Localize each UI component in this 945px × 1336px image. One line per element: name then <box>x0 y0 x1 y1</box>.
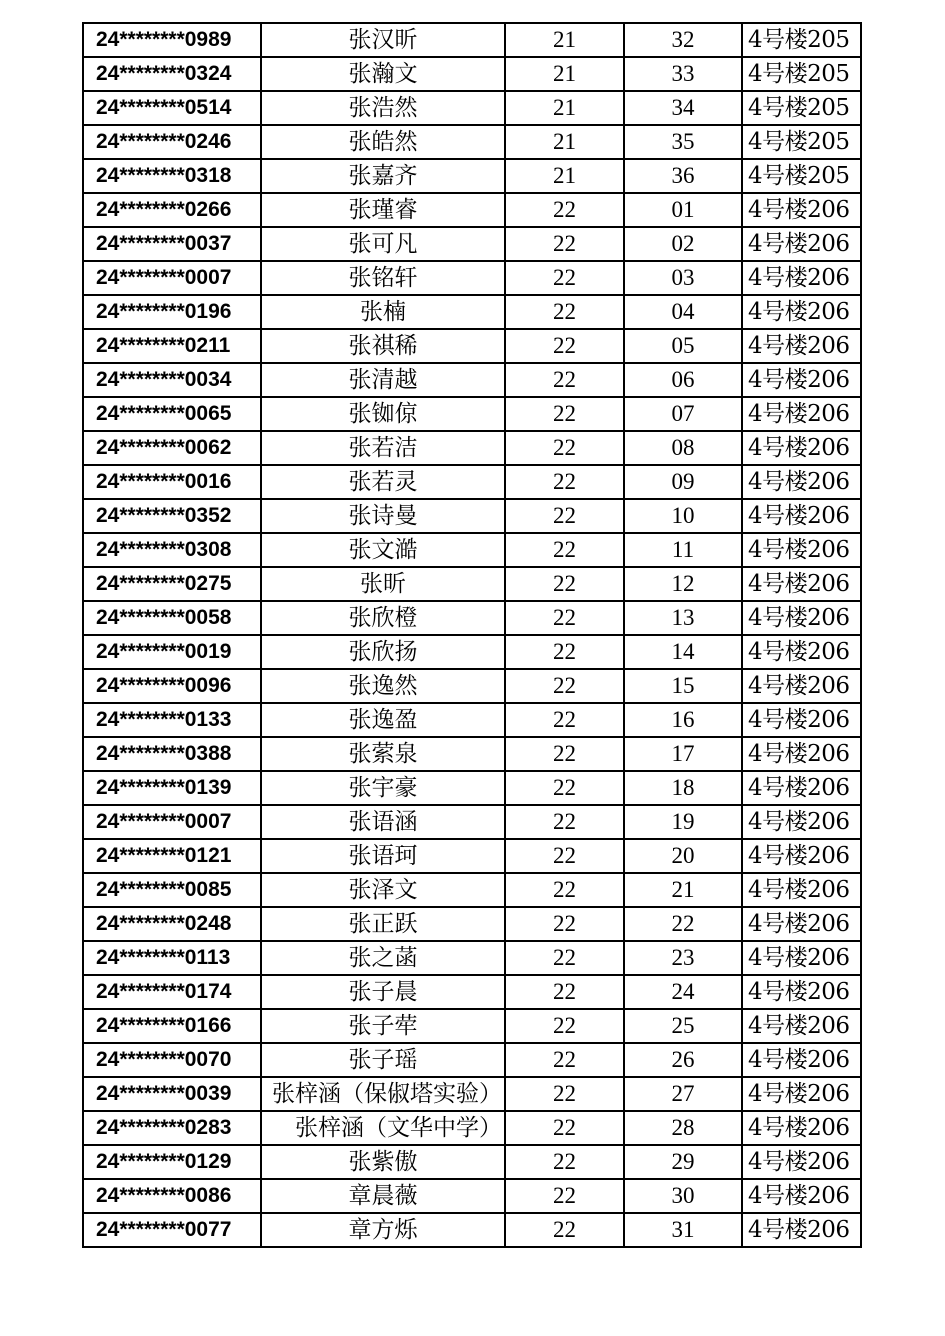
table-row <box>83 363 861 397</box>
table-row <box>83 635 861 669</box>
table-row <box>83 499 861 533</box>
table-row <box>83 975 861 1009</box>
seat-number-cell: 16 <box>624 703 742 737</box>
seat-number-cell: 15 <box>624 669 742 703</box>
seat-number-cell: 22 <box>624 907 742 941</box>
table-row <box>83 771 861 805</box>
location-cell: 4号楼206 <box>742 873 861 907</box>
exam-room-number-cell: 22 <box>505 873 624 907</box>
table-row <box>83 805 861 839</box>
student-name-cell: 张可凡 <box>261 227 505 261</box>
location-cell: 4号楼206 <box>742 1077 861 1111</box>
student-id-cell: 24********0248 <box>83 907 261 941</box>
table-row <box>83 1213 861 1247</box>
table-row <box>83 1145 861 1179</box>
student-name-cell: 张子瑶 <box>261 1043 505 1077</box>
table-row <box>83 1077 861 1111</box>
student-name-cell: 张逸盈 <box>261 703 505 737</box>
table-row <box>83 1111 861 1145</box>
location-cell: 4号楼206 <box>742 1145 861 1179</box>
student-name-cell: 张泽文 <box>261 873 505 907</box>
student-name-cell: 张瀚文 <box>261 57 505 91</box>
seat-number-cell: 34 <box>624 91 742 125</box>
student-name-cell: 张子晨 <box>261 975 505 1009</box>
student-id-cell: 24********0077 <box>83 1213 261 1247</box>
table-row <box>83 23 861 57</box>
student-id-cell: 24********0352 <box>83 499 261 533</box>
student-name-cell: 张铷倞 <box>261 397 505 431</box>
student-name-cell: 张嘉齐 <box>261 159 505 193</box>
student-id-cell: 24********0058 <box>83 601 261 635</box>
seat-number-cell: 19 <box>624 805 742 839</box>
exam-room-number-cell: 22 <box>505 1179 624 1213</box>
seat-number-cell: 08 <box>624 431 742 465</box>
roster-sheet <box>82 22 860 1248</box>
location-cell: 4号楼206 <box>742 295 861 329</box>
table-row <box>83 1179 861 1213</box>
student-name-cell: 张紫傲 <box>261 1145 505 1179</box>
student-id-cell: 24********0019 <box>83 635 261 669</box>
table-row <box>83 159 861 193</box>
location-cell: 4号楼206 <box>742 465 861 499</box>
seat-number-cell: 25 <box>624 1009 742 1043</box>
location-cell: 4号楼206 <box>742 1009 861 1043</box>
location-cell: 4号楼205 <box>742 159 861 193</box>
table-row <box>83 533 861 567</box>
location-cell: 4号楼205 <box>742 91 861 125</box>
student-id-cell: 24********0062 <box>83 431 261 465</box>
seat-number-cell: 24 <box>624 975 742 1009</box>
location-cell: 4号楼206 <box>742 499 861 533</box>
student-id-cell: 24********0086 <box>83 1179 261 1213</box>
student-name-cell: 张欣橙 <box>261 601 505 635</box>
table-body <box>83 23 861 1247</box>
student-id-cell: 24********0070 <box>83 1043 261 1077</box>
table-row <box>83 907 861 941</box>
exam-room-number-cell: 22 <box>505 533 624 567</box>
table-row <box>83 873 861 907</box>
student-id-cell: 24********0211 <box>83 329 261 363</box>
location-cell: 4号楼206 <box>742 227 861 261</box>
seat-number-cell: 31 <box>624 1213 742 1247</box>
seat-number-cell: 10 <box>624 499 742 533</box>
table-row <box>83 737 861 771</box>
student-id-cell: 24********0133 <box>83 703 261 737</box>
seat-number-cell: 21 <box>624 873 742 907</box>
location-cell: 4号楼206 <box>742 397 861 431</box>
table-row <box>83 703 861 737</box>
location-cell: 4号楼206 <box>742 533 861 567</box>
seat-number-cell: 26 <box>624 1043 742 1077</box>
exam-room-number-cell: 21 <box>505 57 624 91</box>
location-cell: 4号楼206 <box>742 329 861 363</box>
student-name-cell: 章方烁 <box>261 1213 505 1247</box>
student-name-cell: 张逸然 <box>261 669 505 703</box>
student-id-cell: 24********0246 <box>83 125 261 159</box>
student-id-cell: 24********0514 <box>83 91 261 125</box>
table-row <box>83 397 861 431</box>
student-name-cell: 张文澔 <box>261 533 505 567</box>
student-id-cell: 24********0324 <box>83 57 261 91</box>
student-name-cell: 张诗曼 <box>261 499 505 533</box>
student-id-cell: 24********0016 <box>83 465 261 499</box>
exam-room-number-cell: 22 <box>505 635 624 669</box>
table-row <box>83 601 861 635</box>
exam-room-number-cell: 22 <box>505 431 624 465</box>
table-row <box>83 329 861 363</box>
seat-number-cell: 28 <box>624 1111 742 1145</box>
exam-room-number-cell: 22 <box>505 1111 624 1145</box>
exam-room-number-cell: 22 <box>505 227 624 261</box>
table-row <box>83 227 861 261</box>
location-cell: 4号楼205 <box>742 125 861 159</box>
table-row <box>83 567 861 601</box>
location-cell: 4号楼206 <box>742 975 861 1009</box>
exam-room-number-cell: 22 <box>505 1145 624 1179</box>
exam-room-number-cell: 22 <box>505 329 624 363</box>
exam-room-number-cell: 22 <box>505 1009 624 1043</box>
student-id-cell: 24********0121 <box>83 839 261 873</box>
student-id-cell: 24********0283 <box>83 1111 261 1145</box>
exam-room-number-cell: 22 <box>505 499 624 533</box>
student-id-cell: 24********0037 <box>83 227 261 261</box>
student-name-cell: 张梓涵（文华中学） <box>261 1111 505 1145</box>
seat-number-cell: 18 <box>624 771 742 805</box>
exam-room-number-cell: 22 <box>505 295 624 329</box>
student-id-cell: 24********0275 <box>83 567 261 601</box>
exam-room-number-cell: 22 <box>505 907 624 941</box>
seat-number-cell: 03 <box>624 261 742 295</box>
seat-number-cell: 07 <box>624 397 742 431</box>
student-id-cell: 24********0113 <box>83 941 261 975</box>
location-cell: 4号楼206 <box>742 1213 861 1247</box>
seat-number-cell: 27 <box>624 1077 742 1111</box>
student-name-cell: 张昕 <box>261 567 505 601</box>
student-id-cell: 24********0166 <box>83 1009 261 1043</box>
location-cell: 4号楼206 <box>742 363 861 397</box>
student-id-cell: 24********0139 <box>83 771 261 805</box>
student-id-cell: 24********0096 <box>83 669 261 703</box>
exam-room-number-cell: 22 <box>505 1213 624 1247</box>
student-name-cell: 张若洁 <box>261 431 505 465</box>
student-id-cell: 24********0129 <box>83 1145 261 1179</box>
location-cell: 4号楼206 <box>742 635 861 669</box>
seat-number-cell: 29 <box>624 1145 742 1179</box>
table-row <box>83 125 861 159</box>
seat-number-cell: 06 <box>624 363 742 397</box>
seat-number-cell: 17 <box>624 737 742 771</box>
exam-room-number-cell: 22 <box>505 567 624 601</box>
student-id-cell: 24********0007 <box>83 805 261 839</box>
location-cell: 4号楼206 <box>742 431 861 465</box>
exam-room-number-cell: 22 <box>505 1043 624 1077</box>
student-name-cell: 张语珂 <box>261 839 505 873</box>
student-name-cell: 张子荦 <box>261 1009 505 1043</box>
seat-number-cell: 04 <box>624 295 742 329</box>
location-cell: 4号楼205 <box>742 57 861 91</box>
seat-number-cell: 13 <box>624 601 742 635</box>
location-cell: 4号楼206 <box>742 703 861 737</box>
location-cell: 4号楼206 <box>742 1111 861 1145</box>
exam-seating-table <box>82 22 862 1248</box>
student-name-cell: 张皓然 <box>261 125 505 159</box>
student-name-cell: 张瑾睿 <box>261 193 505 227</box>
seat-number-cell: 36 <box>624 159 742 193</box>
student-id-cell: 24********0388 <box>83 737 261 771</box>
student-name-cell: 张祺稀 <box>261 329 505 363</box>
exam-room-number-cell: 21 <box>505 91 624 125</box>
table-row <box>83 1043 861 1077</box>
seat-number-cell: 01 <box>624 193 742 227</box>
student-id-cell: 24********0007 <box>83 261 261 295</box>
exam-room-number-cell: 22 <box>505 261 624 295</box>
exam-room-number-cell: 21 <box>505 23 624 57</box>
exam-room-number-cell: 21 <box>505 125 624 159</box>
seat-number-cell: 12 <box>624 567 742 601</box>
exam-room-number-cell: 22 <box>505 941 624 975</box>
student-id-cell: 24********0196 <box>83 295 261 329</box>
exam-room-number-cell: 22 <box>505 839 624 873</box>
student-id-cell: 24********0039 <box>83 1077 261 1111</box>
seat-number-cell: 35 <box>624 125 742 159</box>
location-cell: 4号楼206 <box>742 261 861 295</box>
location-cell: 4号楼206 <box>742 601 861 635</box>
seat-number-cell: 32 <box>624 23 742 57</box>
exam-room-number-cell: 22 <box>505 771 624 805</box>
table-row <box>83 57 861 91</box>
exam-room-number-cell: 22 <box>505 669 624 703</box>
student-id-cell: 24********0266 <box>83 193 261 227</box>
student-name-cell: 张浩然 <box>261 91 505 125</box>
student-id-cell: 24********0989 <box>83 23 261 57</box>
seat-number-cell: 14 <box>624 635 742 669</box>
student-id-cell: 24********0034 <box>83 363 261 397</box>
student-id-cell: 24********0065 <box>83 397 261 431</box>
student-name-cell: 张语涵 <box>261 805 505 839</box>
student-name-cell: 张宇豪 <box>261 771 505 805</box>
student-name-cell: 张楠 <box>261 295 505 329</box>
student-name-cell: 张若灵 <box>261 465 505 499</box>
seat-number-cell: 02 <box>624 227 742 261</box>
exam-room-number-cell: 22 <box>505 737 624 771</box>
location-cell: 4号楼206 <box>742 1043 861 1077</box>
seat-number-cell: 09 <box>624 465 742 499</box>
location-cell: 4号楼206 <box>742 669 861 703</box>
table-row <box>83 295 861 329</box>
student-name-cell: 张汉昕 <box>261 23 505 57</box>
location-cell: 4号楼206 <box>742 907 861 941</box>
student-id-cell: 24********0085 <box>83 873 261 907</box>
exam-room-number-cell: 22 <box>505 193 624 227</box>
student-name-cell: 张欣扬 <box>261 635 505 669</box>
exam-room-number-cell: 22 <box>505 465 624 499</box>
table-row <box>83 1009 861 1043</box>
table-row <box>83 465 861 499</box>
seat-number-cell: 11 <box>624 533 742 567</box>
student-name-cell: 张之菡 <box>261 941 505 975</box>
location-cell: 4号楼206 <box>742 771 861 805</box>
table-row <box>83 431 861 465</box>
student-id-cell: 24********0318 <box>83 159 261 193</box>
location-cell: 4号楼206 <box>742 839 861 873</box>
location-cell: 4号楼206 <box>742 1179 861 1213</box>
location-cell: 4号楼206 <box>742 941 861 975</box>
exam-room-number-cell: 22 <box>505 805 624 839</box>
exam-room-number-cell: 21 <box>505 159 624 193</box>
seat-number-cell: 33 <box>624 57 742 91</box>
student-name-cell: 张正跃 <box>261 907 505 941</box>
exam-room-number-cell: 22 <box>505 397 624 431</box>
table-row <box>83 669 861 703</box>
location-cell: 4号楼206 <box>742 193 861 227</box>
student-id-cell: 24********0308 <box>83 533 261 567</box>
seat-number-cell: 23 <box>624 941 742 975</box>
exam-room-number-cell: 22 <box>505 1077 624 1111</box>
location-cell: 4号楼206 <box>742 567 861 601</box>
exam-room-number-cell: 22 <box>505 363 624 397</box>
table-row <box>83 261 861 295</box>
student-name-cell: 张铭轩 <box>261 261 505 295</box>
table-row <box>83 839 861 873</box>
seat-number-cell: 05 <box>624 329 742 363</box>
student-id-cell: 24********0174 <box>83 975 261 1009</box>
student-name-cell: 张萦泉 <box>261 737 505 771</box>
exam-room-number-cell: 22 <box>505 975 624 1009</box>
table-row <box>83 941 861 975</box>
table-row <box>83 91 861 125</box>
seat-number-cell: 20 <box>624 839 742 873</box>
exam-room-number-cell: 22 <box>505 601 624 635</box>
seat-number-cell: 30 <box>624 1179 742 1213</box>
location-cell: 4号楼206 <box>742 737 861 771</box>
student-name-cell: 章晨薇 <box>261 1179 505 1213</box>
table-row <box>83 193 861 227</box>
location-cell: 4号楼206 <box>742 805 861 839</box>
student-name-cell: 张梓涵（保俶塔实验） <box>261 1077 505 1111</box>
exam-room-number-cell: 22 <box>505 703 624 737</box>
student-name-cell: 张清越 <box>261 363 505 397</box>
location-cell: 4号楼205 <box>742 23 861 57</box>
